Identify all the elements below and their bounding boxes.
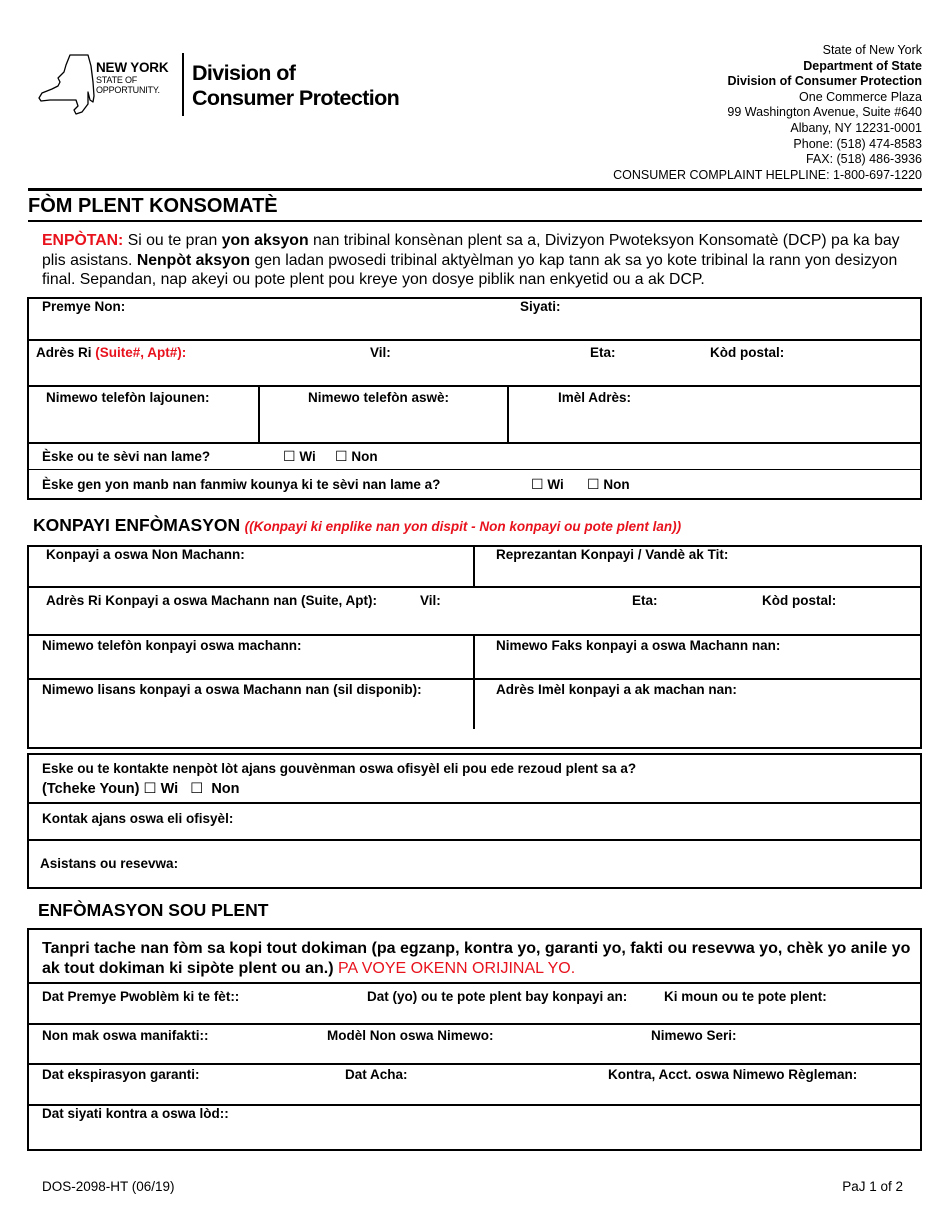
page-number: PaJ 1 of 2 bbox=[842, 1179, 903, 1194]
important-notice: ENPÒTAN: Si ou te pran yon aksyon nan tribinal konsènan plent sa a, Divizyon Pwoteksyon Konsomatè (DCP) pa ka bay plis asistans. Nenpòt aksyon gen ladan pwosedi tribinal aktyèlman yo kap tann ak sa yo kote tribinal la rann yon desizyon final. Sepandan, nap akeyi ou pote plent pou kreye yon dosye piblik nan enkyetid ou a ak DCP. bbox=[42, 232, 900, 288]
logo-tagline: STATE OF OPPORTUNITY. bbox=[96, 75, 160, 95]
company-rep-field[interactable]: Reprezantan Konpayi / Vandè ak Tit: bbox=[496, 547, 729, 562]
military-question: Èske ou te sèvi nan lame? bbox=[42, 449, 211, 464]
company-fax-field[interactable]: Nimewo Faks konpayi a oswa Machann nan: bbox=[496, 638, 781, 653]
purchase-date-field[interactable]: Dat Acha: bbox=[345, 1067, 408, 1082]
serial-number-field[interactable]: Nimewo Seri: bbox=[651, 1028, 737, 1043]
city-field[interactable]: Vil: bbox=[370, 345, 391, 360]
complained-to-field[interactable]: Ki moun ou te pote plent: bbox=[664, 989, 827, 1004]
ny-state-outline-logo bbox=[38, 52, 98, 123]
company-state-field[interactable]: Eta: bbox=[632, 593, 658, 608]
manufacturer-field[interactable]: Non mak oswa manifakti:: bbox=[42, 1028, 209, 1043]
family-military-yes-checkbox[interactable]: ☐ Wi bbox=[531, 476, 564, 492]
military-no-checkbox[interactable]: ☐ Non bbox=[335, 448, 378, 464]
assistance-received-field[interactable]: Asistans ou resevwa: bbox=[40, 856, 179, 871]
street-address-field[interactable]: Adrès Ri (Suite#, Apt#): bbox=[36, 345, 187, 360]
first-name-field[interactable]: Premye Non: bbox=[42, 299, 126, 314]
agency-no-checkbox[interactable]: ☐ Non bbox=[190, 781, 240, 797]
logo-divider bbox=[182, 53, 184, 116]
title-top-rule bbox=[28, 188, 922, 191]
contract-number-field[interactable]: Kontra, Acct. oswa Nimewo Règleman: bbox=[608, 1067, 858, 1082]
company-zip-field[interactable]: Kòd postal: bbox=[762, 593, 837, 608]
email-field[interactable]: Imèl Adrès: bbox=[558, 390, 632, 405]
contract-signing-date-field[interactable]: Dat siyati kontra a oswa lòd:: bbox=[42, 1106, 229, 1121]
company-license-field[interactable]: Nimewo lisans konpayi a oswa Machann nan (sil disponib): bbox=[42, 682, 422, 697]
model-field[interactable]: Modèl Non oswa Nimewo: bbox=[327, 1028, 494, 1043]
evening-phone-field[interactable]: Nimewo telefòn aswè: bbox=[308, 390, 450, 405]
attach-documents-instructions: Tanpri tache nan fòm sa kopi tout dokiman (pa egzanp, kontra yo, garanti yo, fakti ou resevwa yo, chèk yo anile yo ak tout dokiman ki sipòte plent ou an.) PA VOYE OKENN ORIJINAL YO. bbox=[42, 940, 911, 977]
company-email-field[interactable]: Adrès Imèl konpayi a ak machan nan: bbox=[496, 682, 737, 697]
zip-field[interactable]: Kòd postal: bbox=[710, 345, 785, 360]
company-name-field[interactable]: Konpayi a oswa Non Machann: bbox=[46, 547, 245, 562]
military-yes-checkbox[interactable]: ☐ Wi bbox=[283, 448, 316, 464]
family-military-question: Èske gen yon manb nan fanmiw kounya ki te sèvi nan lame a? bbox=[42, 477, 441, 492]
complained-date-field[interactable]: Dat (yo) ou te pote plent bay konpayi an: bbox=[367, 989, 628, 1004]
agency-check-one: (Tcheke Youn) ☐ Wi ☐ Non bbox=[42, 781, 240, 797]
last-name-field[interactable]: Siyati: bbox=[520, 299, 561, 314]
warranty-expiration-field[interactable]: Dat ekspirasyon garanti: bbox=[42, 1067, 200, 1082]
first-problem-date-field[interactable]: Dat Premye Pwoblèm ki te fèt:: bbox=[42, 989, 240, 1004]
agency-address-block: State of New York Department of State Division of Consumer Protection One Commerce Plaza 99 Washington Avenue, Suite #640 Albany, NY 12231-0001 Phone: (518) 474-8583 FAX: (518) 486-3936 CONSUMER COMPLAINT HELPLINE: 1-800-697-1220 bbox=[613, 43, 922, 182]
logo-new-york-text: NEW YORK bbox=[96, 60, 169, 75]
agency-contact-question: Eske ou te kontakte nenpòt lòt ajans gouvènman oswa ofisyèl eli pou ede rezoud plent sa a? bbox=[42, 761, 637, 776]
day-phone-field[interactable]: Nimewo telefòn lajounen: bbox=[46, 390, 210, 405]
company-city-field[interactable]: Vil: bbox=[420, 593, 441, 608]
complaint-section-heading: ENFÒMASYON SOU PLENT bbox=[38, 900, 269, 920]
family-military-no-checkbox[interactable]: ☐ Non bbox=[587, 476, 630, 492]
notice-important-label: ENPÒTAN: bbox=[42, 232, 124, 249]
company-section-heading: KONPAYI ENFÒMASYON ((Konpayi ki enplike nan yon dispit - Non konpayi ou pote plent lan)) bbox=[33, 515, 682, 535]
state-field[interactable]: Eta: bbox=[590, 345, 616, 360]
company-street-field[interactable]: Adrès Ri Konpayi a oswa Machann nan (Suite, Apt): bbox=[46, 593, 378, 608]
agency-contact-field[interactable]: Kontak ajans oswa eli ofisyèl: bbox=[42, 811, 234, 826]
company-phone-field[interactable]: Nimewo telefòn konpayi oswa machann: bbox=[42, 638, 302, 653]
form-title: FÒM PLENT KONSOMATÈ bbox=[28, 195, 278, 217]
form-id: DOS-2098-HT (06/19) bbox=[42, 1179, 175, 1194]
title-bottom-rule bbox=[28, 220, 922, 222]
agency-yes-checkbox[interactable]: ☐ Wi bbox=[143, 781, 179, 797]
division-name: Division of Consumer Protection bbox=[192, 61, 400, 110]
